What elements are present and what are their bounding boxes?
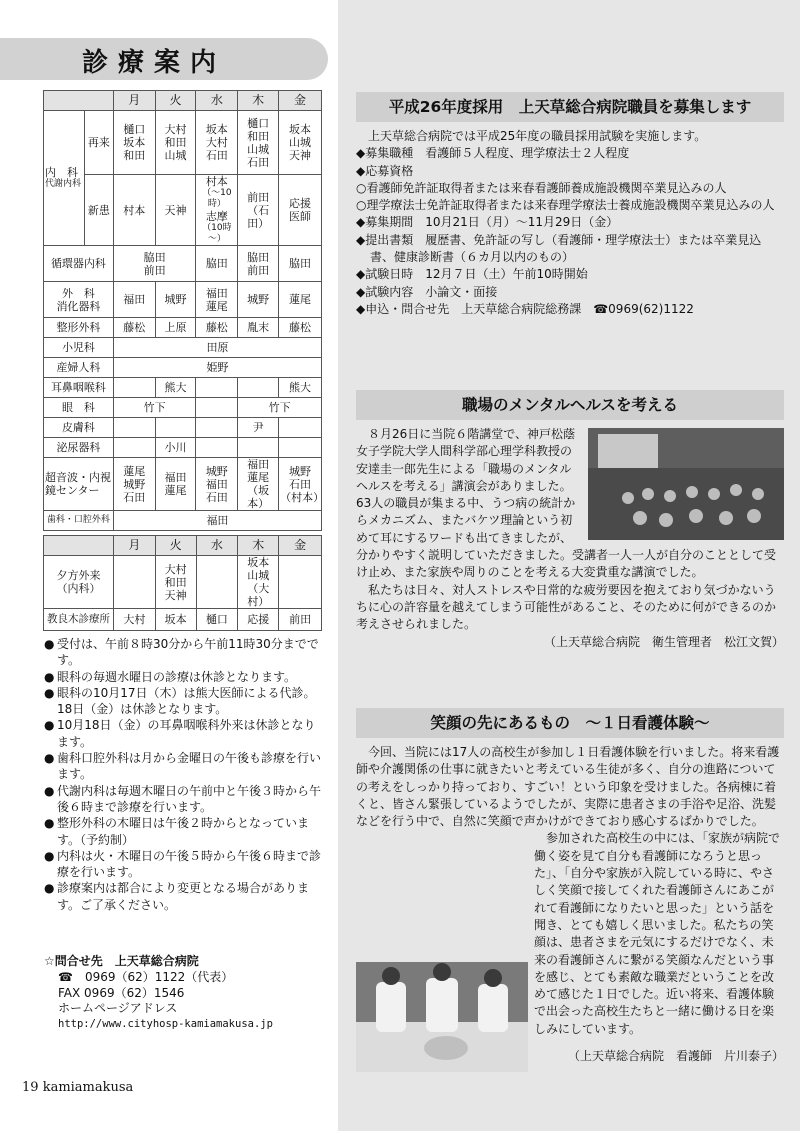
list-item [44, 685, 326, 718]
echo-thu: 福田 蓮尾 （坂本） [238, 458, 279, 511]
echo-wed: 城野 福田 石田 [196, 458, 238, 511]
kyora-tue: 坂本 [155, 609, 196, 631]
geka-mon: 福田 [113, 282, 155, 318]
seikei-wed: 藤松 [196, 318, 238, 338]
table-row [44, 175, 322, 246]
page-brand: kamiamakusa [42, 1080, 134, 1095]
geka-label: 外 科 消化器科 [44, 282, 114, 318]
echo-mon: 蓮尾 城野 石田 [113, 458, 155, 511]
jibi-fri: 熊大 [279, 378, 322, 398]
shinkan-mon: 村本 [113, 175, 155, 246]
mental-signature: （上天草総合病院 衛生管理者 松江文賀） [543, 634, 784, 649]
recruit-line: ◆提出書類 履歴書、免許証の写し（看護師・理学療法士）または卒業見込書、健康診断書（６カ月以内のもの） [356, 232, 762, 265]
recruit-line: ◆試験日時 12月７日（土）午前10時開始 [356, 267, 588, 282]
yugata-thu: 坂本 山城 （大村） [238, 556, 279, 609]
photo-spacer [356, 934, 534, 1048]
junkan-mon-tue: 脇田 前田 [113, 246, 196, 282]
shinkan-fri: 応援 医師 [279, 175, 322, 246]
header-wed: 水 [196, 536, 238, 556]
photo-spacer [580, 426, 784, 538]
shoni-label: 小児科 [44, 338, 114, 358]
kyora-thu: 応援 [238, 609, 279, 631]
yugata-tue: 大村 和田 天神 [155, 556, 196, 609]
geka-thu: 城野 [238, 282, 279, 318]
hifu-thu: 尹 [238, 418, 279, 438]
contact-tel: ☎ 0969（62）1122（代表） [58, 969, 234, 984]
saikan-tue: 大村 和田 山城 [155, 111, 196, 175]
hinyo-tue: 小川 [155, 438, 196, 458]
kyora-label: 教良木診療所 [44, 609, 114, 631]
dept-naika-cell [44, 111, 85, 246]
seikei-fri: 藤松 [279, 318, 322, 338]
shika-label: 歯科・口腔外科 [44, 511, 114, 531]
table-row [44, 511, 322, 531]
shinkan-wed-time1: （～10時） [202, 188, 232, 209]
table-row [44, 246, 322, 282]
shinkan-tue: 天神 [155, 175, 196, 246]
junkan-thu: 脇田 前田 [238, 246, 279, 282]
echo-label: 超音波・内視 鏡センター [44, 458, 114, 511]
note-bullet: ● [44, 637, 55, 651]
table-row [44, 418, 322, 438]
junkan-fri: 脇田 [279, 246, 322, 282]
header-blank [44, 536, 114, 556]
hifu-label: 皮膚科 [44, 418, 114, 438]
table-row [44, 609, 322, 631]
sanfu-label: 産婦人科 [44, 358, 114, 378]
hinyo-mon [113, 438, 155, 458]
jibi-mon [113, 378, 155, 398]
note-bullet: ● [44, 783, 55, 798]
geka-fri: 蓮尾 [279, 282, 322, 318]
kyora-fri: 前田 [279, 609, 322, 631]
recruit-line: ○理学療法士免許証取得者または来春理学療法士養成施設機関卒業見込みの人 [356, 198, 775, 213]
shinkan-wed-name: 村本 [205, 175, 228, 188]
nursing-p1: 今回、当院には17人の高校生が参加し１日看護体験を行いました。将来看護師や介護関係の仕事に就きたいと考えている生徒が多く、自分の進路についての考えをしっかり持っており、すごい！という印象を受けました。各病棟に着くと、皆さん緊張しているようでしたが、実際に患者さまの手浴や足浴、洗髪などを行う中で、自然に笑顔で声かけができており感心するばかりでした。 [356, 745, 780, 829]
ganka-thu-fri: 竹下 [238, 398, 322, 418]
saikan-wed: 坂本 大村 石田 [196, 111, 238, 175]
geka-wed: 福田 蓮尾 [196, 282, 238, 318]
hifu-tue [155, 418, 196, 438]
hinyo-fri [279, 438, 322, 458]
note-text: 受付は、午前８時30分から午前11時30分までです。 [57, 637, 319, 668]
jibi-thu [238, 378, 279, 398]
list-item [44, 717, 326, 750]
note-text: 眼科の10月17日（木）は熊大医師による代診。18日（金）は休診となります。 [57, 685, 316, 717]
recruit-line: ◆試験内容 小論文・面接 [356, 284, 498, 299]
kyora-mon: 大村 [113, 609, 155, 631]
shinkan-wed-time2: （10時～） [202, 223, 232, 244]
nursing-signature: （上天草総合病院 看護師 片川泰子） [567, 1049, 784, 1064]
mental-p1 [356, 426, 784, 582]
table-row [44, 378, 322, 398]
contact-url[interactable]: http://www.cityhosp-kamiamakusa.jp [58, 1018, 273, 1031]
hinyo-wed [196, 438, 238, 458]
table-row [44, 338, 322, 358]
yugata-mon [113, 556, 155, 609]
note-text: 10月18日（金）の耳鼻咽喉科外来は休診となります。 [57, 718, 316, 749]
table-row [44, 111, 322, 175]
shoni-value: 田原 [113, 338, 321, 358]
dept-taisha: 代謝内科 [45, 179, 82, 189]
section-recruit-body [356, 128, 784, 318]
header-fri: 金 [279, 536, 322, 556]
table-row [44, 398, 322, 418]
note-text: 診療案内は都合により変更となる場合があります。ご了承ください。 [57, 881, 310, 912]
contact-fax: FAX 0969（62）1546 [58, 985, 185, 1000]
shinkan-wed-name2: 志摩 [205, 210, 228, 223]
table-row [44, 358, 322, 378]
right-column [338, 0, 800, 1131]
hinyo-thu [238, 438, 279, 458]
mental-p2: 私たちは日々、対人ストレスや日常的な疲労要因を抱えており気づかないうちに心の許容量を越えてしまう可能性があること、そのために何ができるのか考えさせられました。 [356, 582, 777, 632]
yugata-wed [196, 556, 238, 609]
recruit-line: ◆申込・問合せ先 上天草総合病院総務課 ☎0969(62)1122 [356, 301, 694, 316]
jibi-wed [196, 378, 238, 398]
section-mental-title: 職場のメンタルヘルスを考える [356, 390, 784, 420]
hinyo-label: 泌尿器科 [44, 438, 114, 458]
section-nursing-title: 笑顔の先にあるもの ～１日看護体験～ [356, 708, 784, 738]
table-header-row [44, 91, 322, 111]
saikan-thu: 樋口 和田 山城 石田 [238, 111, 279, 175]
header-mon: 月 [113, 91, 155, 111]
note-bullet: ● [44, 848, 55, 863]
list-item [44, 815, 326, 848]
note-text: 整形外科の木曜日は午後２時からとなっています。（予約制） [57, 816, 310, 847]
header-blank [44, 91, 114, 111]
note-bullet: ● [44, 881, 55, 896]
notes-list [44, 636, 326, 913]
junkan-label: 循環器内科 [44, 246, 114, 282]
echo-tue: 福田 蓮尾 [155, 458, 196, 511]
list-item [44, 636, 326, 669]
kyora-wed: 樋口 [196, 609, 238, 631]
note-bullet: ● [44, 685, 55, 700]
yugata-fri [279, 556, 322, 609]
schedule-title-bar [0, 38, 328, 80]
contact-block [44, 954, 334, 1033]
note-bullet: ● [44, 751, 55, 766]
section-mental-body [356, 426, 784, 651]
table-row [44, 458, 322, 511]
shika-value: 福田 [113, 511, 321, 531]
ganka-label: 眼 科 [44, 398, 114, 418]
evening-clinic-table [43, 535, 322, 631]
nursing-p2-text: 参加された高校生の中には、「家族が病院で働く姿を見て自分も看護師になろうと思った」、「自分や家族が入院している時に、やさしく笑顔で接してくれた看護師さんにあこがれて看護師になりたいと思った」という話を聞き、とても嬉しく思いました。私たちの笑顔は、患者さまを元気にするだけでなく、未来の看護師さんに繋がる笑顔なんだという事を感じ、とても素敵な職業だということを改めて感じた１日でした。近い将来、看護体験で出会った高校生たちと一緒に働ける日を楽しみにしています。 [534, 831, 781, 1036]
recruit-line: ◆応募資格 [356, 163, 414, 178]
list-item [44, 848, 326, 881]
geka-tue: 城野 [155, 282, 196, 318]
page-number-value: 19 [22, 1080, 39, 1095]
contact-hp: ホームページアドレス [58, 1001, 178, 1016]
mental-p1-text: ８月26日に当院６階講堂で、神戸松蔭女子学院大学人間科学部心理学科教授の安達圭一郎先生による「職場のメンタルヘルスを考える」講演会がありました。63人の職員が集まる中、うつ病の統計からメカニズム、またバケツ理論という初めて耳にするワードも出てきましたが、分かりやすく説明していただきました。受講者一人一人が自分のこととして受け止め、また家族や周りのことを考える大変貴重な講演でした。 [356, 427, 777, 580]
note-bullet: ● [44, 816, 55, 831]
header-thu: 木 [238, 91, 279, 111]
left-column [0, 0, 338, 1131]
saikan-fri: 坂本 山城 天神 [279, 111, 322, 175]
sanfu-value: 姫野 [113, 358, 321, 378]
recruit-line: ○看護師免許証取得者または来春看護師養成施設機関卒業見込みの人 [356, 180, 727, 195]
table-header-row [44, 536, 322, 556]
header-thu: 木 [238, 536, 279, 556]
recruit-line: ◆募集職種 看護師５人程度、理学療法士２人程度 [356, 146, 630, 161]
saikan-mon: 樋口 坂本 和田 [113, 111, 155, 175]
table-row [44, 318, 322, 338]
recruit-intro: 上天草総合病院では平成25年度の職員採用試験を実施します。 [368, 129, 707, 143]
header-wed: 水 [196, 91, 238, 111]
shinkan-wed [196, 175, 238, 246]
table-row [44, 438, 322, 458]
header-tue: 火 [155, 91, 196, 111]
list-item [44, 783, 326, 816]
nursing-p2 [356, 830, 784, 1038]
schedule-title: 診療案内 [82, 48, 227, 78]
note-bullet: ● [44, 669, 55, 684]
list-item [44, 880, 326, 913]
ganka-wed [196, 398, 238, 418]
contact-title: ☆問合せ先 上天草総合病院 [44, 954, 199, 968]
table-row [44, 282, 322, 318]
shinkan-thu: 前田 （石田） [238, 175, 279, 246]
seikei-tue: 上原 [155, 318, 196, 338]
header-mon: 月 [113, 536, 155, 556]
jibi-tue: 熊大 [155, 378, 196, 398]
note-text: 代謝内科は毎週木曜日の午前中と午後３時から午後６時まで診療を行います。 [57, 783, 322, 814]
list-item [44, 750, 326, 783]
clinic-schedule-table [43, 90, 325, 531]
note-text: 眼科の毎週水曜日の診療は休診となります。 [57, 669, 297, 684]
saikan-label: 再来 [84, 111, 113, 175]
list-item [44, 669, 326, 685]
note-bullet: ● [44, 718, 55, 733]
seikei-label: 整形外科 [44, 318, 114, 338]
jibi-label: 耳鼻咽喉科 [44, 378, 114, 398]
hifu-wed [196, 418, 238, 438]
section-nursing-body [356, 744, 784, 1066]
shinkan-label: 新患 [84, 175, 113, 246]
junkan-wed: 脇田 [196, 246, 238, 282]
note-text: 内科は火・木曜日の午後５時から午後６時まで診療を行います。 [57, 848, 322, 880]
hifu-fri [279, 418, 322, 438]
recruit-line: ◆募集期間 10月21日（月）～11月29日（金） [356, 215, 619, 230]
echo-fri: 城野 石田 （村本） [279, 458, 322, 511]
section-recruit-title: 平成26年度採用 上天草総合病院職員を募集します [356, 92, 784, 122]
seikei-mon: 藤松 [113, 318, 155, 338]
header-fri: 金 [279, 91, 322, 111]
header-tue: 火 [155, 536, 196, 556]
ganka-mon-tue: 竹下 [113, 398, 196, 418]
table-row [44, 556, 322, 609]
hifu-mon [113, 418, 155, 438]
yugata-label: 夕方外来 （内科） [44, 556, 114, 609]
note-text: 歯科口腔外科は月から金曜日の午後も診療を行います。 [57, 751, 322, 782]
dept-naika: 内 科 [45, 166, 78, 179]
seikei-thu: 胤末 [238, 318, 279, 338]
page-number [22, 1080, 133, 1095]
